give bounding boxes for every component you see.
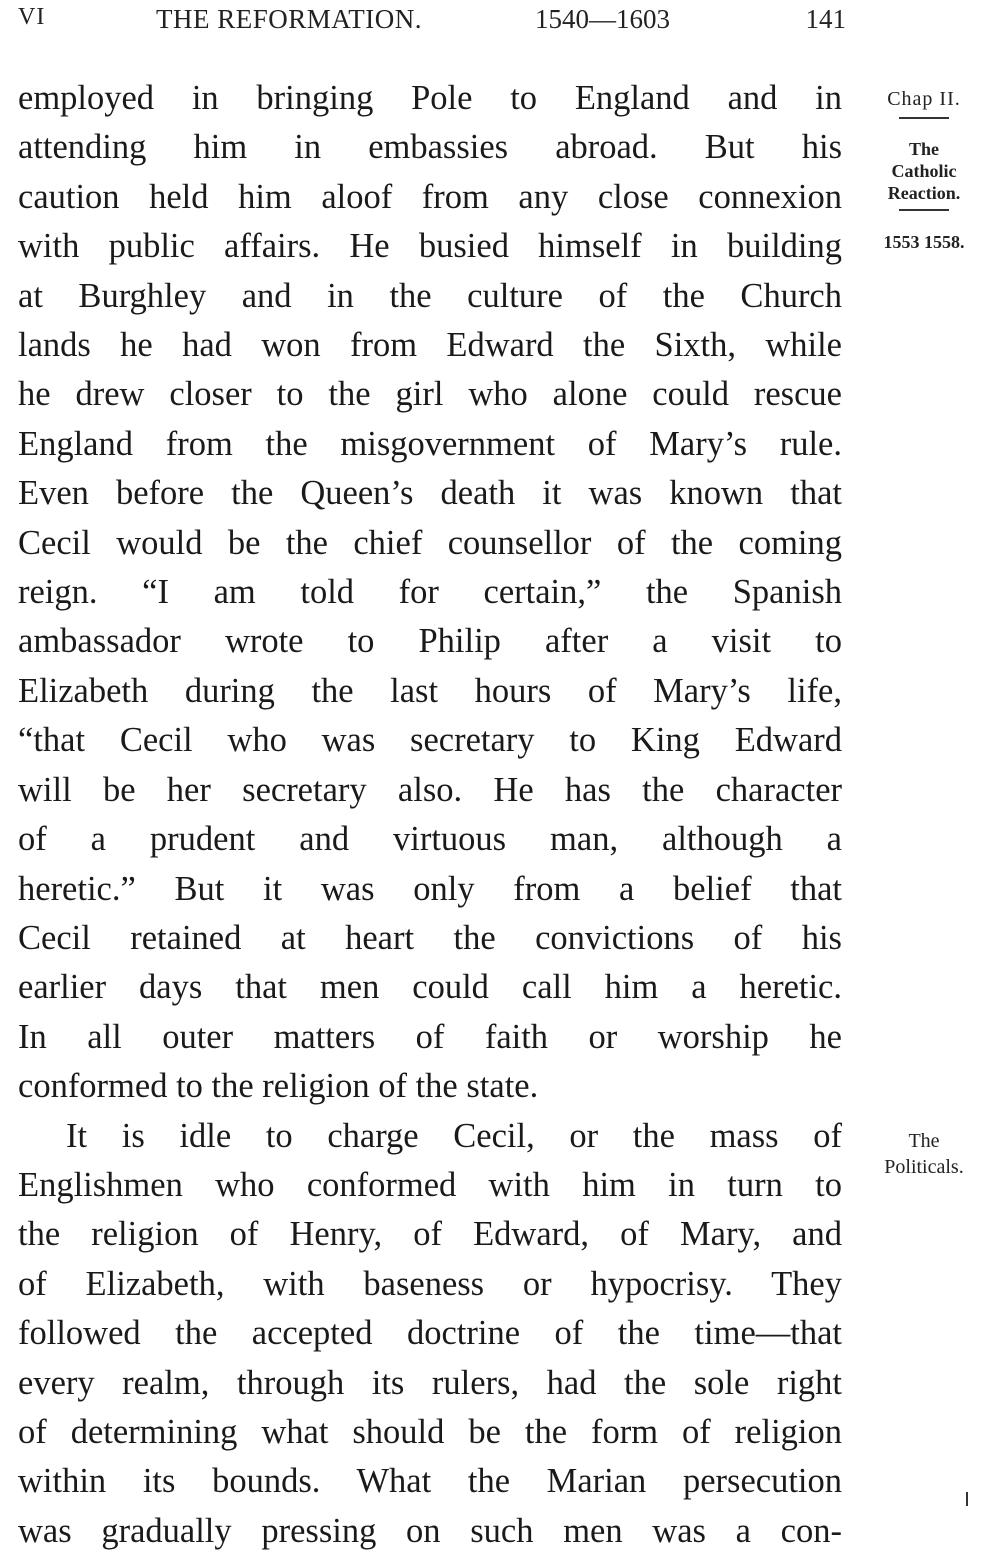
text-line: will be her secretary also. He has the character [18, 770, 842, 809]
running-head [18, 4, 846, 40]
topic-line: The [908, 139, 939, 159]
text-line: followed the accepted doctrine of the time—that [18, 1314, 842, 1353]
text-line: Englishmen who conformed with him in turn to [18, 1165, 842, 1204]
chapter-label: Chap II. [887, 88, 961, 110]
text-line: at Burghley and in the culture of the Church [18, 276, 842, 315]
text-line: In all outer matters of faith or worship he [18, 1017, 842, 1056]
running-head-title: THE REFORMATION. [156, 4, 423, 34]
text-line: ambassador wrote to Philip after a visit to [18, 622, 842, 661]
margin-note-years: 1553 1558. [883, 232, 965, 252]
text-line: reign. “I am told for certain,” the Spanish [18, 573, 842, 612]
text-line: Elizabeth during the last hours of Mary’s life, [18, 671, 842, 710]
text-line: within its bounds. What the Marian persecution [18, 1462, 842, 1501]
body-text [18, 74, 842, 1556]
paragraph-1 [18, 74, 842, 1112]
side-heading-line: The [908, 1130, 940, 1152]
running-head-dates: 1540—1603 [535, 4, 670, 34]
text-line: of Elizabeth, with baseness or hypocrisy. They [18, 1264, 842, 1303]
text-line: he drew closer to the girl who alone could rescue [18, 375, 842, 414]
margin-rule [899, 117, 949, 119]
text-line: with public affairs. He busied himself in building [18, 227, 842, 266]
paragraph-2 [18, 1112, 842, 1557]
topic-line: Catholic [891, 161, 957, 181]
text-line: Cecil would be the chief counsellor of the coming [18, 523, 842, 562]
page-number: 141 [805, 4, 846, 34]
running-head-volume: VI [18, 4, 46, 30]
text-line: was gradually pressing on such men was a con- [18, 1511, 842, 1550]
text-line: of a prudent and virtuous man, although a [18, 820, 842, 859]
text-line: Even before the Queen’s death it was known that [18, 474, 842, 513]
margin-rule [899, 209, 949, 211]
text-line: It is idle to charge Cecil, or the mass of [66, 1116, 842, 1155]
text-line: heretic.” But it was only from a belief that [18, 869, 842, 908]
text-line: caution held him aloof from any close connexion [18, 177, 842, 216]
text-line: Cecil retained at heart the convictions of his [18, 918, 842, 957]
margin-note-side-heading [858, 1128, 990, 1180]
print-mark [966, 1492, 968, 1506]
text-line: every realm, through its rulers, had the sole right [18, 1363, 842, 1402]
text-line: “that Cecil who was secretary to King Edward [18, 721, 842, 760]
side-heading-line: Politicals. [884, 1156, 964, 1178]
text-line: England from the misgovernment of Mary’s rule. [18, 424, 842, 463]
margin-note-topic [858, 138, 990, 211]
text-line: lands he had won from Edward the Sixth, while [18, 326, 842, 365]
text-line: conformed to the religion of the state. [18, 1067, 539, 1106]
text-line: earlier days that men could call him a heretic. [18, 968, 842, 1007]
text-line: the religion of Henry, of Edward, of Mary, and [18, 1215, 842, 1254]
topic-line: Reaction. [887, 183, 961, 203]
text-line: attending him in embassies abroad. But his [18, 128, 842, 167]
text-line: of determining what should be the form of religion [18, 1412, 842, 1451]
text-line: employed in bringing Pole to England and in [18, 79, 842, 117]
margin-note-chapter [858, 88, 990, 121]
